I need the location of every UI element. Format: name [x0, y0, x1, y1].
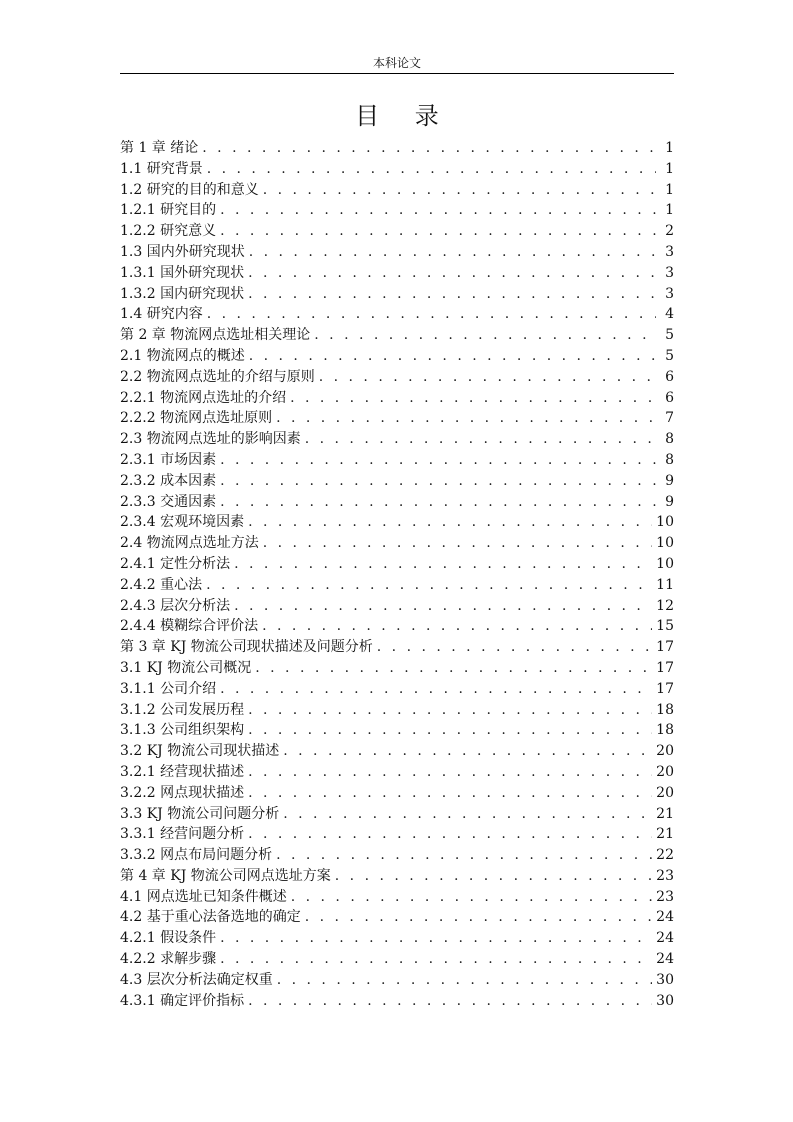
- toc-entry[interactable]: [120, 159, 674, 180]
- toc-entry[interactable]: [120, 471, 674, 492]
- toc-entry-label: 2.2 物流网点选址的介绍与原则: [120, 368, 315, 385]
- toc-entry[interactable]: [120, 554, 674, 575]
- toc-entry-page: 3: [665, 264, 674, 281]
- toc-entry-page: 1: [665, 140, 674, 156]
- toc-dot-leader: [249, 346, 656, 367]
- toc-entry-page: 9: [665, 472, 674, 489]
- toc-entry-label: 3.3.1 经营问题分析: [120, 826, 245, 843]
- toc-entry-label: 2.2.2 物流网点选址原则: [120, 410, 273, 427]
- toc-entry[interactable]: [120, 887, 674, 908]
- toc-entry[interactable]: [120, 949, 674, 970]
- toc-dot-leader: [202, 138, 656, 159]
- toc-entry-page: 10: [656, 514, 674, 531]
- toc-dot-leader: [305, 429, 656, 450]
- toc-entry[interactable]: [120, 907, 674, 928]
- toc-entry-label: 第 2 章 物流网点选址相关理论: [120, 327, 311, 344]
- toc-dot-leader: [248, 991, 652, 1012]
- toc-entry[interactable]: [120, 720, 674, 741]
- toc-dot-leader: [262, 616, 652, 637]
- toc-dot-leader: [248, 824, 652, 845]
- toc-entry[interactable]: [120, 866, 674, 887]
- toc-dot-leader: [248, 783, 652, 804]
- toc-entry-label: 2.4.3 层次分析法: [120, 597, 231, 614]
- toc-entry-page: 23: [656, 867, 674, 884]
- toc-dot-leader: [248, 512, 652, 533]
- toc-dot-leader: [305, 907, 652, 928]
- toc-entry-label: 4.1 网点选址已知条件概述: [120, 888, 287, 905]
- toc-dot-leader: [248, 700, 652, 721]
- toc-entry-page: 18: [656, 722, 674, 739]
- toc-entry[interactable]: [120, 325, 674, 346]
- toc-entry-label: 2.3.1 市场因素: [120, 451, 217, 468]
- toc-entry-label: 1.2 研究的目的和意义: [120, 181, 259, 198]
- toc-entry-page: 10: [656, 555, 674, 572]
- toc-entry-label: 3.2 KJ 物流公司现状描述: [120, 743, 280, 760]
- toc-entry-page: 15: [656, 618, 674, 635]
- toc-entry-page: 12: [656, 597, 674, 614]
- toc-entry[interactable]: [120, 991, 674, 1012]
- toc-entry-label: 2.4.2 重心法: [120, 576, 203, 593]
- toc-entry[interactable]: [120, 492, 674, 513]
- toc-entry-page: 5: [665, 347, 674, 364]
- toc-entry-label: 3.1 KJ 物流公司概况: [120, 659, 252, 676]
- toc-dot-leader: [220, 221, 656, 242]
- toc-dot-leader: [248, 263, 656, 284]
- toc-entry-page: 1: [665, 181, 674, 198]
- toc-entry-page: 17: [656, 639, 674, 656]
- toc-dot-leader: [248, 762, 652, 783]
- toc-dot-leader: [248, 284, 656, 305]
- toc-entry-page: 20: [656, 784, 674, 801]
- toc-entry[interactable]: [120, 658, 674, 679]
- toc-dot-leader: [220, 471, 656, 492]
- toc-entry-label: 2.3.2 成本因素: [120, 472, 217, 489]
- toc-entry-label: 2.3 物流网点选址的影响因素: [120, 431, 301, 448]
- toc-entry-label: 2.2.1 物流网点选址的介绍: [120, 389, 287, 406]
- toc-dot-leader: [263, 180, 656, 201]
- toc-entry[interactable]: [120, 450, 674, 471]
- toc-entry-page: 3: [665, 285, 674, 302]
- toc-dot-leader: [314, 325, 656, 346]
- toc-dot-leader: [207, 159, 656, 180]
- toc-entry[interactable]: [120, 824, 674, 845]
- toc-entry-page: 20: [656, 743, 674, 760]
- toc-dot-leader: [248, 720, 652, 741]
- toc-dot-leader: [220, 679, 652, 700]
- toc-dot-leader: [263, 533, 652, 554]
- toc-dot-leader: [255, 658, 652, 679]
- toc-entry-label: 4.3.1 确定评价指标: [120, 992, 245, 1009]
- toc-entry-page: 22: [656, 847, 674, 864]
- toc-entry-label: 第 1 章 绪论: [120, 140, 199, 156]
- table-of-contents: [120, 138, 674, 1011]
- toc-entry-page: 5: [665, 327, 674, 344]
- toc-entry-page: 21: [656, 826, 674, 843]
- toc-entry-label: 2.3.3 交通因素: [120, 493, 217, 510]
- toc-entry[interactable]: [120, 700, 674, 721]
- toc-entry-label: 1.1 研究背景: [120, 160, 203, 177]
- toc-entry[interactable]: [120, 575, 674, 596]
- toc-dot-leader: [220, 949, 652, 970]
- toc-entry[interactable]: [120, 284, 674, 305]
- toc-dot-leader: [283, 741, 652, 762]
- toc-entry-page: 21: [656, 805, 674, 822]
- toc-entry-page: 24: [656, 909, 674, 926]
- toc-dot-leader: [220, 450, 656, 471]
- toc-entry[interactable]: [120, 533, 674, 554]
- toc-entry[interactable]: [120, 928, 674, 949]
- toc-entry-page: 10: [656, 535, 674, 552]
- toc-entry-page: 3: [665, 243, 674, 260]
- toc-entry-label: 1.2.1 研究目的: [120, 202, 217, 219]
- toc-entry-page: 1: [665, 160, 674, 177]
- toc-entry-label: 3.3 KJ 物流公司问题分析: [120, 805, 280, 822]
- toc-entry-label: 3.1.3 公司组织架构: [120, 722, 245, 739]
- toc-entry-label: 3.2.2 网点现状描述: [120, 784, 245, 801]
- toc-entry[interactable]: [120, 138, 674, 159]
- toc-entry-label: 3.1.1 公司介绍: [120, 680, 217, 697]
- toc-entry-page: 9: [665, 493, 674, 510]
- toc-dot-leader: [319, 367, 656, 388]
- toc-dot-leader: [207, 304, 656, 325]
- toc-entry-label: 4.2.2 求解步骤: [120, 951, 217, 968]
- toc-entry-page: 17: [656, 680, 674, 697]
- toc-entry-label: 3.2.1 经营现状描述: [120, 763, 245, 780]
- toc-entry[interactable]: [120, 200, 674, 221]
- toc-entry-page: 1: [665, 202, 674, 219]
- toc-entry-label: 3.3.2 网点布局问题分析: [120, 847, 273, 864]
- toc-entry-label: 1.3.2 国内研究现状: [120, 285, 245, 302]
- toc-dot-leader: [234, 596, 652, 617]
- toc-entry-label: 第 4 章 KJ 物流公司网点选址方案: [120, 867, 331, 884]
- toc-entry[interactable]: [120, 762, 674, 783]
- toc-entry-label: 1.4 研究内容: [120, 306, 203, 323]
- toc-entry-label: 2.1 物流网点的概述: [120, 347, 245, 364]
- toc-entry-label: 第 3 章 KJ 物流公司现状描述及问题分析: [120, 639, 373, 656]
- toc-dot-leader: [220, 200, 656, 221]
- toc-entry-page: 6: [665, 389, 674, 406]
- toc-entry[interactable]: [120, 263, 674, 284]
- toc-entry-label: 4.2.1 假设条件: [120, 930, 217, 947]
- toc-dot-leader: [283, 804, 652, 825]
- toc-entry[interactable]: [120, 637, 674, 658]
- toc-entry-label: 1.2.2 研究意义: [120, 223, 217, 240]
- page-title: 目 录: [355, 102, 453, 130]
- toc-entry-label: 3.1.2 公司发展历程: [120, 701, 245, 718]
- toc-dot-leader: [276, 845, 652, 866]
- toc-entry[interactable]: [120, 596, 674, 617]
- toc-entry[interactable]: [120, 616, 674, 637]
- toc-entry[interactable]: [120, 346, 674, 367]
- toc-entry-page: 7: [665, 410, 674, 427]
- toc-entry[interactable]: [120, 304, 674, 325]
- toc-dot-leader: [277, 970, 652, 991]
- toc-entry[interactable]: [120, 970, 674, 991]
- toc-entry[interactable]: [120, 512, 674, 533]
- toc-entry-page: 6: [665, 368, 674, 385]
- running-header: 本科论文: [372, 56, 421, 70]
- toc-entry[interactable]: [120, 845, 674, 866]
- toc-entry-page: 11: [656, 576, 674, 593]
- toc-entry-page: 30: [656, 971, 674, 988]
- toc-entry-page: 8: [665, 431, 674, 448]
- toc-entry[interactable]: [120, 388, 674, 409]
- toc-entry-page: 24: [656, 930, 674, 947]
- toc-dot-leader: [249, 242, 656, 263]
- toc-entry-label: 2.4.1 定性分析法: [120, 555, 231, 572]
- toc-entry[interactable]: [120, 180, 674, 201]
- toc-entry[interactable]: [120, 804, 674, 825]
- toc-entry-page: 4: [665, 306, 674, 323]
- toc-entry-label: 1.3 国内外研究现状: [120, 243, 245, 260]
- toc-dot-leader: [220, 928, 652, 949]
- toc-entry-page: 20: [656, 763, 674, 780]
- toc-entry-page: 17: [656, 659, 674, 676]
- header-rule: [120, 73, 674, 74]
- toc-entry[interactable]: [120, 221, 674, 242]
- toc-entry-page: 2: [665, 223, 674, 240]
- toc-entry-label: 1.3.1 国外研究现状: [120, 264, 245, 281]
- toc-entry-label: 2.4 物流网点选址方法: [120, 535, 259, 552]
- toc-dot-leader: [206, 575, 652, 596]
- toc-entry-label: 2.4.4 模糊综合评价法: [120, 618, 259, 635]
- toc-entry[interactable]: [120, 367, 674, 388]
- toc-dot-leader: [234, 554, 652, 575]
- toc-entry-page: 18: [656, 701, 674, 718]
- toc-entry-page: 30: [656, 992, 674, 1009]
- toc-entry-label: 2.3.4 宏观环境因素: [120, 514, 245, 531]
- toc-entry[interactable]: [120, 741, 674, 762]
- toc-entry-page: 24: [656, 951, 674, 968]
- toc-dot-leader: [377, 637, 652, 658]
- toc-entry[interactable]: [120, 429, 674, 450]
- toc-entry[interactable]: [120, 679, 674, 700]
- toc-entry[interactable]: [120, 242, 674, 263]
- toc-entry-page: 8: [665, 451, 674, 468]
- toc-dot-leader: [335, 866, 652, 887]
- toc-entry[interactable]: [120, 783, 674, 804]
- toc-dot-leader: [220, 492, 656, 513]
- toc-entry-label: 4.3 层次分析法确定权重: [120, 971, 273, 988]
- toc-entry[interactable]: [120, 408, 674, 429]
- toc-dot-leader: [290, 388, 656, 409]
- toc-entry-label: 4.2 基于重心法备选地的确定: [120, 909, 301, 926]
- toc-entry-page: 23: [656, 888, 674, 905]
- toc-dot-leader: [291, 887, 652, 908]
- toc-dot-leader: [276, 408, 656, 429]
